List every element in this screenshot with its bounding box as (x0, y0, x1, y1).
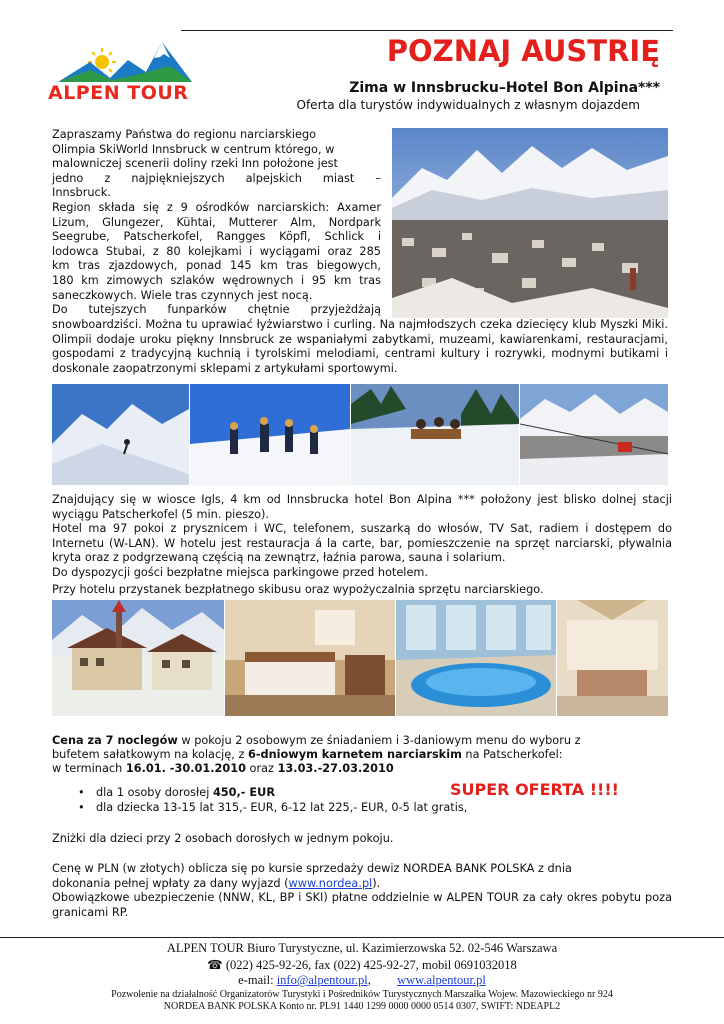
footer-phone-line (0, 957, 724, 973)
insurance-text: Obowiązkowe ubezpieczenie (NNW, KL, BP i SKI) płatne oddzielnie w ALPEN TOUR za cały okres pobytu poza granicami RP. (52, 891, 672, 919)
indoor-pool-photo (396, 600, 556, 716)
adult-price: 450,- EUR (212, 786, 276, 799)
phone-icon: ☎ (207, 958, 223, 972)
hotel-room-photo (225, 600, 395, 716)
intro-line: saneczkowych. Wiele tras czynnych jest nocą. (52, 288, 313, 302)
offer-line2-a: bufetem sałatkowym na kolację, z (52, 748, 248, 761)
page-subtitle: Zima w Innsbrucku–Hotel Bon Alpina*** (349, 80, 660, 96)
footer-license: Pozwolenie na działalność Organizatorów Turystyki i Pośredników Turystycznych Marszałka Wojew. Mazowieckiego nr 924 (111, 989, 613, 1000)
hotel-exterior-photo (52, 600, 224, 716)
email-link[interactable]: info@alpentour.pl (276, 973, 368, 987)
hotel-description (52, 493, 672, 597)
term-date-2: 13.03.-27.03.2010 (277, 762, 394, 775)
price-item-adult: • dla 1 osoby dorosłej 450,- EUR (52, 785, 672, 800)
hotel-amenities-text: Hotel ma 97 pokoi z prysznicem i WC, telefonem, suszarką do włosów, TV Sat, radiem i dostępem do Internetu (W-LAN). W hotelu jest restauracja á la carte, bar, pomieszczenie na sprzęt narciarski, pływalnia kryta oraz z podgrzewaną częścią na zewnątrz, łaźnia parowa, sauna i solarium. (52, 522, 672, 565)
intro-line: 180 km zimowych szlaków wędrownych i 95 km tras (52, 273, 381, 287)
footer-phone: (022) 425-92-26, fax (022) 425-92-27, mobil 0691032018 (225, 958, 517, 972)
skiers-group-photo (190, 384, 350, 485)
footer-bank-account: NORDEA BANK POLSKA Konto nr. PL91 1440 1299 0000 0000 0514 0307, SWIFT: NDEAPL2 (163, 1001, 561, 1012)
intro-line: malowniczej scenerii doliny rzeki Inn położone jest (52, 157, 338, 171)
page-tagline: Oferta dla turystów indywidualnych z własnym dojazdem (296, 98, 640, 112)
ski-pass-label: 6-dniowym karnetem narciarskim (247, 748, 462, 761)
pln-info (52, 862, 672, 920)
offer-line1: w pokoju 2 osobowym ze śniadaniem i 3-daniowym menu do wyboru z (177, 734, 581, 747)
spa-room-photo (557, 600, 668, 716)
intro-line: lodowca Stubai, z 80 kolejkami i wyciągami oraz 285 (52, 244, 381, 258)
price-label: Cena za 7 noclegów (52, 734, 178, 747)
super-offer-badge: SUPER OFERTA !!!! (450, 780, 619, 799)
sledding-photo (351, 384, 519, 485)
intro-line: Zapraszamy Państwa do regionu narciarskiego (52, 128, 317, 141)
offer-block (52, 734, 672, 776)
intro-paragraph: snowboardziści. Można tu uprawiać łyżwiarstwo i curling. Na najmłodszych czeka dziecięcy klub Myszki Miki. Olimpii dodaje uroku piękny Innsbruck ze wspaniałymi zabytkami, muzeami, kawiarenkami, restauracjami, gospodami z tradycyjną kuchnią i tyrolskimi melodiami, centrami kultury i rozrywki, modnymi butikami i doskonale zaopatrzonymi sklepami z artykułami sportowymi. (52, 318, 668, 375)
email-separator: , (367, 973, 371, 987)
intro-line: Olimpia SkiWorld Innsbruck w centrum którego, w (52, 142, 335, 156)
intro-line: km tras zjazdowych, ponad 145 km tras biegowych, (52, 259, 381, 273)
footer-contact-line (0, 973, 724, 988)
footer-rule (0, 937, 724, 938)
hotel-parking-text: Do dyspozycji gości bezpłatne miejsca parkingowe przed hotelem. (52, 565, 428, 579)
ski-slope-photo (52, 384, 189, 485)
price-item-child: • dla dziecka 13-15 lat 315,- EUR, 6-12 lat 225,- EUR, 0-5 lat gratis, (52, 800, 672, 815)
logo-text: ALPEN TOUR (48, 82, 189, 104)
hotel-location-text: Znajdujący się w wiosce Igls, 4 km od Innsbrucka hotel Bon Alpina *** położony jest blisko dolnej stacji wyciągu Patscherkofel (5 min. pieszo). (52, 493, 672, 521)
header-rule (181, 30, 673, 31)
term-date-1: 16.01. -30.01.2010 (125, 762, 246, 775)
cable-car-photo (520, 384, 668, 485)
website-link[interactable]: www.alpentour.pl (397, 973, 486, 987)
nordea-link[interactable]: www.nordea.pl (288, 876, 373, 890)
hotel-skibus-text: Przy hotelu przystanek bezpłatnego skibusu oraz wypożyczalnia sprzętu narciarskiego. (52, 582, 544, 596)
page-title: POZNAJ AUSTRIĘ (386, 34, 660, 68)
intro-wrap-text (52, 128, 381, 318)
intro-line: Lizum, Glungezer, Kühtai, Mutterer Alm, Nordpark (52, 215, 381, 229)
offer-line3-b: oraz (245, 762, 278, 775)
email-label: e-mail: (238, 973, 277, 987)
intro-line: Region składa się z 9 ośrodków narciarskich: Axamer (52, 200, 381, 214)
price-list (52, 785, 672, 815)
intro-line: Innsbruck. (52, 186, 111, 200)
offer-line3-a: w terminach (52, 762, 126, 775)
innsbruck-panorama-photo (392, 128, 668, 318)
pln-text: Cenę w PLN (w złotych) oblicza się po kursie sprzedaży dewiz NORDEA BANK POLSKA z dnia dokonania pełnej wpłaty za dany wyjazd ( (52, 862, 572, 890)
intro-line: Do tutejszych funparków chętnie przyjeżdżają (52, 303, 381, 317)
intro-line: Seegrube, Patscherkofel, Rangges Köpfl, Schlick i (52, 230, 381, 244)
intro-line: jedno z najpiękniejszych alpejskich miast – (52, 171, 381, 185)
pln-text-end: ). (372, 876, 381, 890)
footer-address: ALPEN TOUR Biuro Turystyczne, ul. Kazimierzowska 52. 02-546 Warszawa (166, 941, 558, 955)
offer-line2-c: na Patscherkofel: (461, 748, 563, 761)
child-discount-text: Zniżki dla dzieci przy 2 osobach dorosłych w jednym pokoju. (52, 832, 394, 845)
